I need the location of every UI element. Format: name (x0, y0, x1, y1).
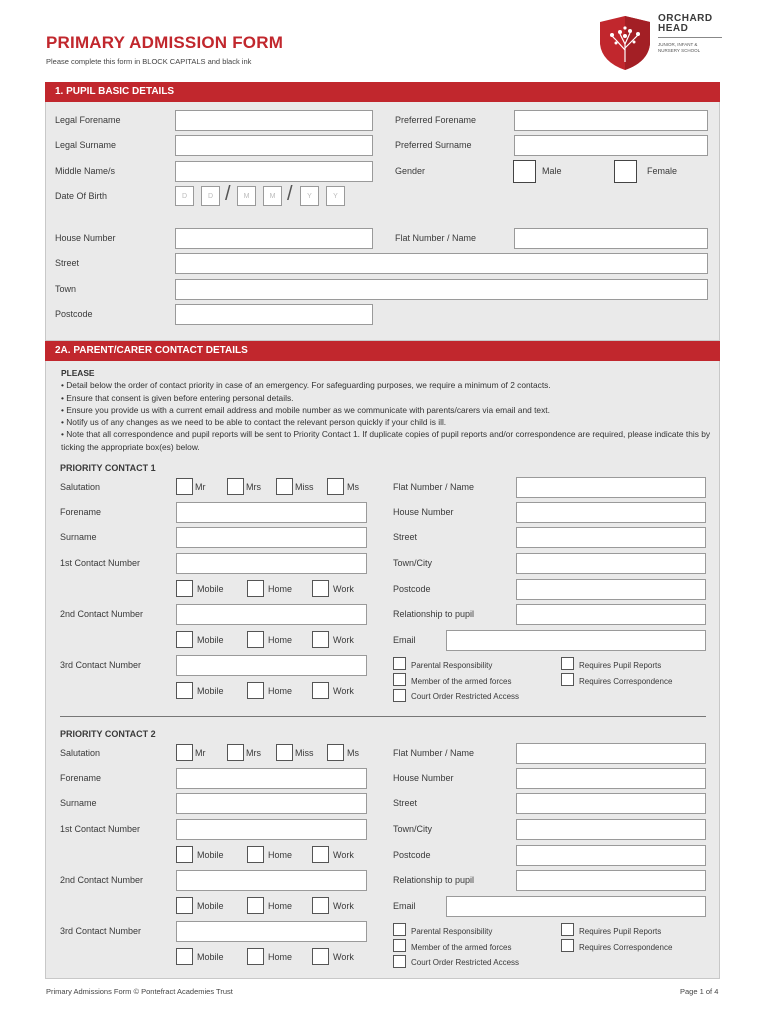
work-label: Work (333, 686, 354, 696)
house-number-label: House Number (55, 233, 116, 243)
gender-label: Gender (395, 166, 426, 176)
home-label: Home (268, 635, 293, 645)
parental-responsibility-label: Parental Responsibility (411, 927, 493, 936)
home-label: Home (268, 686, 293, 696)
number2-mobile-checkbox[interactable] (176, 631, 193, 648)
dob-separator: / (225, 183, 231, 205)
relationship-input[interactable] (516, 604, 706, 625)
number1-work-checkbox[interactable] (312, 580, 329, 597)
legal-surname-input[interactable] (175, 135, 373, 156)
work-label: Work (333, 901, 354, 911)
legal-surname-label: Legal Surname (55, 140, 117, 150)
number3-work-checkbox[interactable] (312, 682, 329, 699)
preferred-forename-input[interactable] (514, 110, 708, 131)
gender-male-checkbox[interactable] (513, 160, 536, 183)
street-label: Street (393, 798, 418, 808)
contact-divider (60, 716, 706, 717)
dob-day-2[interactable]: D (201, 186, 220, 206)
town-label: Town/City (393, 824, 433, 834)
section2-heading: 2A. PARENT/CARER CONTACT DETAILS (45, 341, 720, 361)
contact-number-3-label: 3rd Contact Number (60, 660, 142, 670)
contact-number-2-input[interactable] (176, 604, 367, 625)
surname-input[interactable] (176, 793, 367, 814)
mobile-label: Mobile (197, 952, 224, 962)
contact-number-1-label: 1st Contact Number (60, 824, 141, 834)
armed-forces-label: Member of the armed forces (411, 677, 512, 686)
instructions (61, 367, 711, 453)
home-label: Home (268, 850, 293, 860)
number3-mobile-checkbox[interactable] (176, 682, 193, 699)
contact-number-3-input[interactable] (176, 921, 367, 942)
number1-home-checkbox[interactable] (247, 846, 264, 863)
flat-number-input[interactable] (514, 228, 708, 249)
contact-number-1-label: 1st Contact Number (60, 558, 141, 568)
legal-forename-label: Legal Forename (55, 115, 121, 125)
town-input[interactable] (175, 279, 708, 300)
court-order-checkbox[interactable] (393, 955, 406, 968)
work-label: Work (333, 850, 354, 860)
flat-number-label: Flat Number / Name (395, 233, 477, 243)
number2-home-checkbox[interactable] (247, 897, 264, 914)
surname-input[interactable] (176, 527, 367, 548)
email-input[interactable] (446, 630, 706, 651)
instruction-item: • Ensure you provide us with a current email address and mobile number as we communicate with parents/carers via email and text. (61, 404, 550, 415)
relationship-input[interactable] (516, 870, 706, 891)
relationship-label: Relationship to pupil (393, 609, 475, 619)
requires-reports-label: Requires Pupil Reports (579, 927, 662, 936)
work-label: Work (333, 584, 354, 594)
instruction-item: • Note that all correspondence and pupil reports will be sent to Priority Contact 1. If duplicate copies of pupil reports and/or correspondence are required, please indicate this by ticking the appropriate box(es) below. (61, 429, 711, 452)
relationship-label: Relationship to pupil (393, 875, 475, 885)
town-label: Town (55, 284, 77, 294)
form-title: PRIMARY ADMISSION FORM (46, 33, 284, 52)
forename-input[interactable] (176, 768, 367, 789)
requires-reports-label: Requires Pupil Reports (579, 661, 662, 670)
logo-divider (658, 37, 722, 38)
salutation-miss-label: Miss (295, 748, 314, 758)
instructions-heading: PLEASE (61, 368, 95, 378)
logo-subtext: JUNIOR, INFANT & NURSERY SCHOOL (658, 42, 701, 53)
number3-work-checkbox[interactable] (312, 948, 329, 965)
number2-work-checkbox[interactable] (312, 631, 329, 648)
preferred-forename-label: Preferred Forename (395, 115, 477, 125)
salutation-miss-label: Miss (295, 482, 314, 492)
work-label: Work (333, 635, 354, 645)
home-label: Home (268, 584, 293, 594)
postcode-input[interactable] (516, 845, 706, 866)
number3-home-checkbox[interactable] (247, 682, 264, 699)
shield-tree-icon (598, 14, 653, 72)
salutation-ms-label: Ms (347, 748, 359, 758)
armed-forces-checkbox[interactable] (393, 673, 406, 686)
number2-home-checkbox[interactable] (247, 631, 264, 648)
mobile-label: Mobile (197, 901, 224, 911)
street-label: Street (393, 532, 418, 542)
instruction-item: • Detail below the order of contact priority in case of an emergency. For safeguarding purposes, we require a minimum of 2 contacts. (61, 380, 551, 391)
contact-number-2-label: 2nd Contact Number (60, 609, 144, 619)
preferred-surname-input[interactable] (514, 135, 708, 156)
middle-names-label: Middle Name/s (55, 166, 116, 176)
dob-year-2[interactable]: Y (326, 186, 345, 206)
logo-text: ORCHARD HEAD (658, 13, 713, 34)
street-input[interactable] (175, 253, 708, 274)
salutation-miss-checkbox[interactable] (276, 478, 293, 495)
street-label: Street (55, 258, 80, 268)
postcode-label: Postcode (55, 309, 93, 319)
home-label: Home (268, 901, 293, 911)
town-label: Town/City (393, 558, 433, 568)
salutation-ms-label: Ms (347, 482, 359, 492)
requires-correspondence-checkbox[interactable] (561, 939, 574, 952)
home-label: Home (268, 952, 293, 962)
contact-number-2-input[interactable] (176, 870, 367, 891)
school-logo (598, 14, 653, 72)
middle-names-input[interactable] (175, 161, 373, 182)
number2-mobile-checkbox[interactable] (176, 897, 193, 914)
requires-reports-checkbox[interactable] (561, 923, 574, 936)
salutation-mr-label: Mr (195, 482, 206, 492)
armed-forces-checkbox[interactable] (393, 939, 406, 952)
mobile-label: Mobile (197, 850, 224, 860)
house-input[interactable] (516, 502, 706, 523)
dob-month-2[interactable]: M (263, 186, 282, 206)
salutation-mrs-label: Mrs (246, 748, 261, 758)
salutation-ms-checkbox[interactable] (327, 744, 344, 761)
contact-number-2-label: 2nd Contact Number (60, 875, 144, 885)
instruction-item: • Ensure that consent is given before entering personal details. (61, 392, 294, 403)
court-order-label: Court Order Restricted Access (411, 692, 520, 701)
flat-input[interactable] (516, 743, 706, 764)
mobile-label: Mobile (197, 635, 224, 645)
parental-responsibility-checkbox[interactable] (393, 657, 406, 670)
house-input[interactable] (516, 768, 706, 789)
dob-day-1[interactable]: D (175, 186, 194, 206)
page-number: Page 1 of 4 (680, 987, 719, 996)
surname-label: Surname (60, 798, 97, 808)
number2-work-checkbox[interactable] (312, 897, 329, 914)
contact-number-1-input[interactable] (176, 553, 367, 574)
town-input[interactable] (516, 553, 706, 574)
salutation-mrs-label: Mrs (246, 482, 261, 492)
salutation-mrs-checkbox[interactable] (227, 744, 244, 761)
house-label: House Number (393, 507, 454, 517)
court-order-checkbox[interactable] (393, 689, 406, 702)
flat-label: Flat Number / Name (393, 748, 475, 758)
postcode-label: Postcode (393, 850, 431, 860)
legal-forename-input[interactable] (175, 110, 373, 131)
gender-male-label: Male (542, 166, 562, 176)
forename-label: Forename (60, 773, 102, 783)
flat-label: Flat Number / Name (393, 482, 475, 492)
requires-correspondence-label: Requires Correspondence (579, 943, 673, 952)
mobile-label: Mobile (197, 584, 224, 594)
flat-input[interactable] (516, 477, 706, 498)
street-input[interactable] (516, 527, 706, 548)
house-label: House Number (393, 773, 454, 783)
postcode-input[interactable] (516, 579, 706, 600)
form-subtitle: Please complete this form in BLOCK CAPITALS and black ink (46, 57, 252, 66)
contact-heading: PRIORITY CONTACT 1 (60, 463, 156, 473)
court-order-label: Court Order Restricted Access (411, 958, 520, 967)
email-input[interactable] (446, 896, 706, 917)
email-label: Email (393, 901, 416, 911)
dob-label: Date Of Birth (55, 191, 108, 201)
house-number-input[interactable] (175, 228, 373, 249)
requires-correspondence-checkbox[interactable] (561, 673, 574, 686)
section1-heading: 1. PUPIL BASIC DETAILS (45, 82, 720, 102)
number1-home-checkbox[interactable] (247, 580, 264, 597)
salutation-mr-label: Mr (195, 748, 206, 758)
number1-mobile-checkbox[interactable] (176, 580, 193, 597)
dob-year-1[interactable]: Y (300, 186, 319, 206)
salutation-label: Salutation (60, 748, 101, 758)
dob-month-1[interactable]: M (237, 186, 256, 206)
contact-heading: PRIORITY CONTACT 2 (60, 729, 156, 739)
requires-correspondence-label: Requires Correspondence (579, 677, 673, 686)
requires-reports-checkbox[interactable] (561, 657, 574, 670)
gender-female-checkbox[interactable] (614, 160, 637, 183)
dob-separator: / (287, 183, 293, 205)
forename-label: Forename (60, 507, 102, 517)
salutation-mr-checkbox[interactable] (176, 478, 193, 495)
postcode-input[interactable] (175, 304, 373, 325)
surname-label: Surname (60, 532, 97, 542)
parental-responsibility-checkbox[interactable] (393, 923, 406, 936)
postcode-label: Postcode (393, 584, 431, 594)
town-input[interactable] (516, 819, 706, 840)
contact-number-3-input[interactable] (176, 655, 367, 676)
salutation-mr-checkbox[interactable] (176, 744, 193, 761)
contact-number-3-label: 3rd Contact Number (60, 926, 142, 936)
number1-mobile-checkbox[interactable] (176, 846, 193, 863)
work-label: Work (333, 952, 354, 962)
gender-female-label: Female (647, 166, 678, 176)
email-label: Email (393, 635, 416, 645)
number1-work-checkbox[interactable] (312, 846, 329, 863)
number3-home-checkbox[interactable] (247, 948, 264, 965)
salutation-ms-checkbox[interactable] (327, 478, 344, 495)
number3-mobile-checkbox[interactable] (176, 948, 193, 965)
salutation-mrs-checkbox[interactable] (227, 478, 244, 495)
mobile-label: Mobile (197, 686, 224, 696)
salutation-miss-checkbox[interactable] (276, 744, 293, 761)
instruction-item: • Notify us of any changes as we need to be able to contact the relevant person quickly if your child is ill. (61, 417, 447, 428)
street-input[interactable] (516, 793, 706, 814)
parental-responsibility-label: Parental Responsibility (411, 661, 493, 670)
armed-forces-label: Member of the armed forces (411, 943, 512, 952)
contact-number-1-input[interactable] (176, 819, 367, 840)
forename-input[interactable] (176, 502, 367, 523)
footer-copyright: Primary Admissions Form © Pontefract Academies Trust (46, 987, 233, 996)
salutation-label: Salutation (60, 482, 101, 492)
preferred-surname-label: Preferred Surname (395, 140, 472, 150)
